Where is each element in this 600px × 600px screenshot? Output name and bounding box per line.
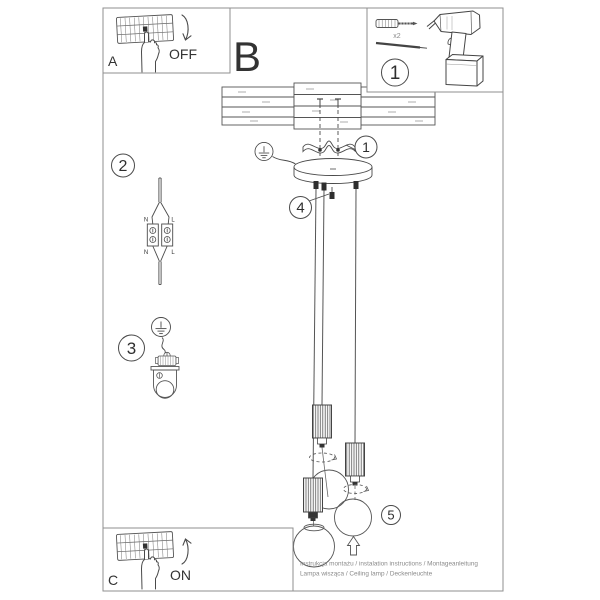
step-2-number: 2: [118, 158, 128, 175]
step-5-number: 5: [387, 507, 395, 523]
terminal-block-diagram: [147, 178, 172, 285]
panel-c: [103, 528, 293, 591]
step-1-pointer-badge: [346, 136, 377, 158]
panel-c-label: C: [108, 572, 119, 588]
step-2-badge: [112, 154, 135, 177]
cable-grip: [322, 183, 327, 191]
cable-grip: [354, 181, 359, 189]
step-1-number: 1: [389, 63, 401, 84]
loose-cable-grip: [330, 187, 335, 199]
tools-panel: [367, 8, 503, 92]
mounting-bracket-icon: [303, 141, 355, 153]
wire-label-l-top: L: [171, 217, 175, 224]
step-3-badge: [119, 335, 145, 361]
step-3-number: 3: [126, 339, 137, 358]
canopy-illustration: [294, 159, 372, 191]
step-5-badge: [382, 506, 401, 525]
ground-symbol-icon: [152, 318, 171, 357]
anchor-count-label: x2: [393, 33, 401, 40]
lamp-holder: [304, 478, 323, 527]
step-1-badge: [382, 59, 409, 86]
glass-globe: [335, 499, 372, 536]
mounting-plate-icon: [151, 367, 179, 399]
step-4-number: 4: [296, 199, 305, 217]
on-label: ON: [170, 567, 191, 583]
insert-arrow-icon: [348, 537, 360, 556]
cable-grip: [314, 181, 319, 189]
pendant-cable: [322, 191, 324, 406]
footer-line1: Instrukcja montażu / instalation instructions / Montageanleitung: [300, 560, 478, 568]
rotation-arrow: [344, 485, 369, 494]
step-1-pointer-number: 1: [362, 139, 370, 155]
ground-clamp-icon: [156, 352, 179, 365]
step-4-badge: [290, 194, 330, 219]
panel-a: [103, 8, 230, 73]
ground-symbol-icon: [255, 142, 296, 164]
footer-line2: Lampa wisząca / Ceiling lamp / Deckenleuchte: [300, 570, 433, 578]
off-label: OFF: [169, 46, 197, 62]
wire-label-n-bottom: N: [143, 250, 149, 256]
section-b-label: B: [233, 33, 262, 80]
pendant-cable: [355, 189, 356, 443]
panel-a-label: A: [108, 53, 118, 69]
wire-label-l-bottom: L: [171, 250, 175, 256]
wire-label-n-top: N: [143, 217, 149, 224]
